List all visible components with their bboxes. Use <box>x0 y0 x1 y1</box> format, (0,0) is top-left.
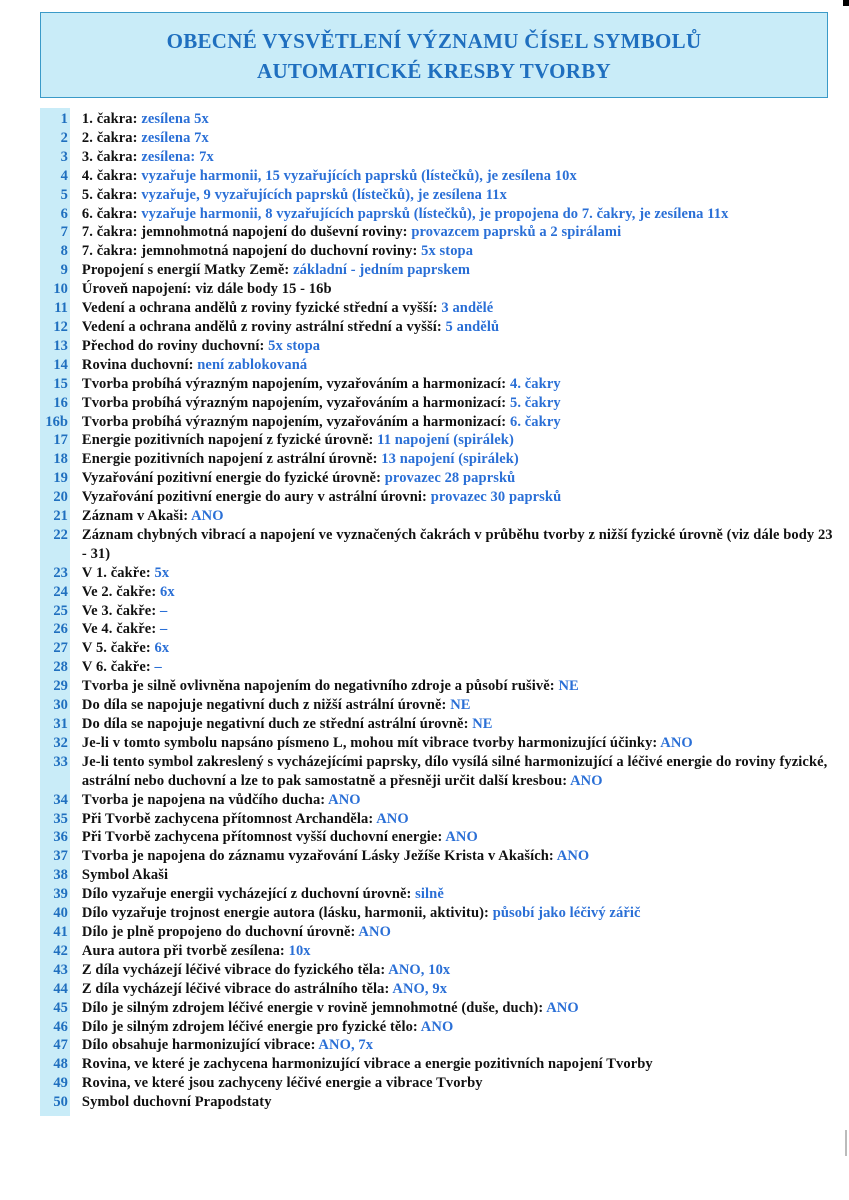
item-label: Je-li tento symbol zakreslený s vycházejícími paprsky, dílo vysílá silné harmonizující a léčivé energie do roviny fyzické, astrální nebo duchovní a lze to pak samostatně a přesněji určit další kresbou: <box>81 753 828 789</box>
item-value: ANO, 7x <box>318 1037 374 1054</box>
item-label: Energie pozitivních napojení z fyzické úrovně: <box>81 432 378 449</box>
list-item <box>40 620 840 639</box>
list-item <box>40 148 840 167</box>
item-number: 23 <box>53 564 68 581</box>
item-label: Vedení a ochrana andělů z roviny fyzické střední a vyšší: <box>81 300 442 317</box>
list-item <box>40 866 840 885</box>
item-value: silně <box>415 886 444 903</box>
item-value: 5. čakry <box>509 394 561 411</box>
item-text <box>70 431 840 450</box>
item-text <box>70 658 840 677</box>
list-item <box>40 1055 840 1074</box>
list-item <box>40 696 840 715</box>
item-label: Rovina, ve které je zachycena harmonizující vibrace a energie pozitivních napojení Tvorby <box>81 1056 653 1073</box>
list-item <box>40 450 840 469</box>
list-item <box>40 205 840 224</box>
list-item <box>40 885 840 904</box>
item-number: 30 <box>53 697 68 714</box>
item-label: Tvorba probíhá výrazným napojením, vyzařováním a harmonizací: <box>81 413 510 430</box>
item-text <box>70 847 840 866</box>
list-item <box>40 394 840 413</box>
list-item <box>40 261 840 280</box>
item-label: 7. čakra: jemnohmotná napojení do duševní roviny: <box>81 224 412 241</box>
item-text <box>70 904 840 923</box>
item-label: Ve 3. čakře: <box>81 602 160 619</box>
item-label: Tvorba je napojena na vůdčího ducha: <box>81 791 329 808</box>
list-item <box>40 942 840 961</box>
item-label: Symbol Akaši <box>81 867 169 884</box>
item-label: Ve 2. čakře: <box>81 583 160 600</box>
item-number: 45 <box>53 999 68 1016</box>
list-item <box>40 753 840 791</box>
item-text <box>70 639 840 658</box>
item-value: ANO <box>328 791 361 808</box>
item-text <box>70 375 840 394</box>
list-item <box>40 167 840 186</box>
item-label: 3. čakra: <box>81 148 142 165</box>
item-label: 7. čakra: jemnohmotná napojení do duchovní roviny: <box>81 243 422 260</box>
item-number: 20 <box>53 489 68 506</box>
item-number: 37 <box>53 848 68 865</box>
item-label: V 1. čakře: <box>81 564 155 581</box>
item-value: provazec 28 paprsků <box>384 470 516 487</box>
list-item <box>40 299 840 318</box>
item-label: 1. čakra: <box>81 111 142 127</box>
edge-mark <box>845 1130 847 1156</box>
item-label: Do díla se napojuje negativní duch ze střední astrální úrovně: <box>81 716 473 732</box>
item-text <box>70 961 840 980</box>
item-text <box>70 394 840 413</box>
item-text <box>70 186 840 205</box>
item-number: 43 <box>53 961 68 978</box>
item-text <box>70 280 840 299</box>
item-value: 3 andělé <box>441 300 494 317</box>
list-item <box>40 431 840 450</box>
item-label: Tvorba je silně ovlivněna napojením do negativního zdroje a působí rušivě: <box>81 678 559 695</box>
list-item <box>40 564 840 583</box>
item-number: 7 <box>60 224 68 241</box>
list-item <box>40 791 840 810</box>
item-value: 13 napojení (spirálek) <box>381 451 519 468</box>
item-label: Dílo je plně propojeno do duchovní úrovně: <box>81 923 359 940</box>
item-value: ANO, 10x <box>388 961 451 978</box>
corner-mark <box>843 0 849 6</box>
item-text <box>70 242 840 261</box>
list-item <box>40 280 840 299</box>
item-value: NE <box>558 678 579 695</box>
list-item <box>40 186 840 205</box>
item-label: Vedení a ochrana andělů z roviny astrální střední a vyšší: <box>81 318 446 335</box>
item-number: 47 <box>53 1037 68 1054</box>
list-item <box>40 356 840 375</box>
item-value: – <box>160 602 168 619</box>
item-value: 6x <box>160 583 175 600</box>
item-text <box>70 980 840 999</box>
item-number: 34 <box>53 791 68 808</box>
item-label: Dílo vyzařuje energii vycházející z duchovní úrovně: <box>81 886 416 903</box>
item-value: – <box>154 659 162 676</box>
list-item <box>40 413 840 432</box>
item-label: V 6. čakře: <box>81 659 155 676</box>
item-value: – <box>160 621 168 638</box>
item-value: zesílena: 7x <box>141 148 214 165</box>
item-label: 4. čakra: <box>81 167 142 184</box>
item-text <box>70 223 840 242</box>
item-text <box>70 999 840 1018</box>
item-label: Vyzařování pozitivní energie do aury v astrální úrovni: <box>81 489 431 506</box>
item-label: Tvorba probíhá výrazným napojením, vyzařováním a harmonizací: <box>81 394 510 411</box>
item-text <box>70 1018 840 1037</box>
item-value: základní - jedním paprskem <box>293 262 471 279</box>
item-text <box>70 148 840 167</box>
page-title-line-1: OBECNÉ VYSVĚTLENÍ VÝZNAMU ČÍSEL SYMBOLŮ <box>166 29 702 53</box>
item-number: 46 <box>53 1018 68 1035</box>
list-item <box>40 923 840 942</box>
item-text <box>70 450 840 469</box>
item-label: Přechod do roviny duchovní: <box>81 337 269 354</box>
item-text <box>70 488 840 507</box>
item-number: 41 <box>53 923 68 940</box>
item-number: 12 <box>53 318 68 335</box>
item-text <box>70 602 840 621</box>
item-label: Vyzařování pozitivní energie do fyzické úrovně: <box>81 470 385 487</box>
item-number: 25 <box>53 602 68 619</box>
list-item <box>40 828 840 847</box>
item-text <box>70 734 840 753</box>
item-text <box>70 923 840 942</box>
item-label: Dílo vyzařuje trojnost energie autora (lásku, harmonii, aktivitu): <box>81 905 493 922</box>
list-item <box>40 526 840 564</box>
list-item <box>40 677 840 696</box>
item-value: 5 andělů <box>445 318 500 335</box>
item-number: 49 <box>53 1075 68 1092</box>
list-item <box>40 375 840 394</box>
item-text <box>70 337 840 356</box>
item-label: Rovina, ve které jsou zachyceny léčivé energie a vibrace Tvorby <box>81 1075 483 1092</box>
item-label: Úroveň napojení: viz dále body 15 - 16b <box>81 281 332 298</box>
item-value: zesílena 7x <box>141 129 209 146</box>
item-number: 39 <box>53 886 68 903</box>
list-item <box>40 980 840 999</box>
item-label: Záznam chybných vibrací a napojení ve vyznačených čakrách v průběhu tvorby z nižší fyzické úrovně (viz dále body 23 - 31) <box>81 526 833 562</box>
item-text <box>70 413 840 432</box>
item-text <box>70 564 840 583</box>
item-label: Z díla vycházejí léčivé vibrace do astrálního těla: <box>81 980 393 997</box>
item-label: Symbol duchovní Prapodstaty <box>81 1094 272 1111</box>
item-label: Dílo je silným zdrojem léčivé energie v rovině jemnohmotné (duše, duch): <box>81 999 547 1016</box>
item-value: 6x <box>154 640 170 657</box>
item-label: Při Tvorbě zachycena přítomnost Archanděla: <box>81 810 377 827</box>
item-value: vyzařuje harmonii, 8 vyzařujících paprsků (lístečků), je propojena do 7. čakry, je zesílena 11x <box>141 205 729 222</box>
list-item <box>40 318 840 337</box>
item-value: 10x <box>288 942 311 959</box>
item-text <box>70 1093 840 1112</box>
item-number: 13 <box>53 337 68 354</box>
item-label: Do díla se napojuje negativní duch z nižší astrální úrovně: <box>81 697 451 714</box>
item-value: ANO <box>660 734 693 751</box>
item-text <box>70 828 840 847</box>
item-number: 27 <box>53 640 68 657</box>
item-label: Je-li v tomto symbolu napsáno písmeno L, mohou mít vibrace tvorby harmonizující účinky: <box>81 734 661 751</box>
item-text <box>70 583 840 602</box>
item-label: Dílo je silným zdrojem léčivé energie pro fyzické tělo: <box>81 1018 421 1035</box>
item-list <box>40 110 840 1112</box>
item-label: Ve 4. čakře: <box>81 621 160 638</box>
item-label: Propojení s energií Matky Země: <box>81 262 294 279</box>
item-value: 6. čakry <box>509 413 561 430</box>
item-value: NE <box>472 716 493 732</box>
item-text <box>70 677 840 696</box>
item-number: 28 <box>53 659 68 676</box>
item-number: 26 <box>53 621 68 638</box>
item-number: 44 <box>53 980 68 997</box>
list-item <box>40 999 840 1018</box>
item-label: Záznam v Akaši: <box>81 508 192 525</box>
item-number: 40 <box>53 905 68 922</box>
item-text <box>70 753 840 791</box>
item-label: Aura autora při tvorbě zesílena: <box>81 942 289 959</box>
list-item <box>40 1074 840 1093</box>
list-item <box>40 507 840 526</box>
item-text <box>70 1074 840 1093</box>
item-text <box>70 526 840 564</box>
item-value: ANO <box>191 508 224 525</box>
item-number: 21 <box>53 508 68 525</box>
item-text <box>70 261 840 280</box>
item-number: 36 <box>53 829 68 846</box>
item-text <box>70 866 840 885</box>
list-item <box>40 583 840 602</box>
item-number: 15 <box>53 375 68 392</box>
page-title-line-2: AUTOMATICKÉ KRESBY TVORBY <box>256 59 612 83</box>
item-number: 33 <box>53 753 68 770</box>
item-label: Dílo obsahuje harmonizující vibrace: <box>81 1037 319 1054</box>
item-number: 18 <box>53 451 68 468</box>
item-number: 3 <box>60 148 68 165</box>
item-value: provazcem paprsků a 2 spirálami <box>411 224 622 241</box>
item-label: Energie pozitivních napojení z astrální úrovně: <box>81 451 382 468</box>
list-item <box>40 602 840 621</box>
item-text <box>70 942 840 961</box>
item-text <box>70 507 840 526</box>
item-value: zesílena 5x <box>141 111 209 127</box>
item-number: 48 <box>53 1056 68 1073</box>
item-value: ANO, 9x <box>392 980 448 997</box>
item-value: NE <box>450 697 471 714</box>
item-text <box>70 1036 840 1055</box>
item-text <box>70 810 840 829</box>
item-value: vyzařuje harmonii, 15 vyzařujících paprsků (lístečků), je zesílena 10x <box>141 167 577 184</box>
item-label: Při Tvorbě zachycena přítomnost vyšší duchovní energie: <box>81 829 446 846</box>
item-number: 6 <box>60 205 68 222</box>
list-item <box>40 904 840 923</box>
item-number: 14 <box>53 356 68 373</box>
list-item <box>40 658 840 677</box>
item-number: 42 <box>53 942 68 959</box>
item-label: Tvorba je napojena do záznamu vyzařování Lásky Ježíše Krista v Akaších: <box>81 848 557 865</box>
item-value: 4. čakry <box>509 375 561 392</box>
list-item <box>40 242 840 261</box>
item-value: ANO <box>570 772 603 789</box>
list-item <box>40 488 840 507</box>
item-label: 6. čakra: <box>81 205 142 222</box>
item-number: 24 <box>53 583 68 600</box>
list-item <box>40 734 840 753</box>
item-value: ANO <box>546 999 579 1016</box>
item-value: působí jako léčivý zářič <box>492 905 641 922</box>
item-value: ANO <box>420 1018 454 1035</box>
item-label: 2. čakra: <box>81 129 142 146</box>
item-value: provazec 30 paprsků <box>430 489 562 506</box>
list-item <box>40 1018 840 1037</box>
list-item <box>40 129 840 148</box>
item-number: 8 <box>60 243 68 260</box>
item-text <box>70 715 840 734</box>
list-item <box>40 639 840 658</box>
item-number: 31 <box>53 716 68 732</box>
title-box <box>40 12 828 98</box>
list-item <box>40 961 840 980</box>
item-label: V 5. čakře: <box>81 640 155 657</box>
item-number: 5 <box>60 186 68 203</box>
item-number: 50 <box>53 1094 68 1111</box>
item-value: vyzařuje, 9 vyzařujících paprsků (lístečků), je zesílena 11x <box>141 186 507 203</box>
item-value: není zablokovaná <box>197 356 308 373</box>
item-label: Rovina duchovní: <box>81 356 198 373</box>
item-number: 2 <box>60 129 68 146</box>
list-item <box>40 223 840 242</box>
item-number: 10 <box>53 281 68 298</box>
item-number: 22 <box>53 526 68 543</box>
item-number: 35 <box>53 810 68 827</box>
item-value: 5x stopa <box>421 243 474 260</box>
item-value: 11 napojení (spirálek) <box>377 432 514 449</box>
item-text <box>70 299 840 318</box>
item-value: ANO <box>556 848 590 865</box>
item-number: 38 <box>53 867 68 884</box>
item-value: 5x stopa <box>268 337 321 354</box>
item-number: 9 <box>60 262 68 279</box>
item-label: Tvorba probíhá výrazným napojením, vyzařováním a harmonizací: <box>81 375 510 392</box>
item-number: 29 <box>53 678 68 695</box>
list-item <box>40 110 840 129</box>
list-item <box>40 337 840 356</box>
list-item <box>40 1036 840 1055</box>
item-text <box>70 110 840 129</box>
item-value: ANO <box>376 810 409 827</box>
item-text <box>70 205 840 224</box>
item-number: 32 <box>53 734 68 751</box>
item-text <box>70 1055 840 1074</box>
list-item <box>40 715 840 734</box>
item-text <box>70 696 840 715</box>
list-item <box>40 847 840 866</box>
item-number: 16b <box>45 413 68 430</box>
item-text <box>70 620 840 639</box>
list-item <box>40 1093 840 1112</box>
item-text <box>70 356 840 375</box>
item-label: 5. čakra: <box>81 186 142 203</box>
item-text <box>70 167 840 186</box>
item-value: 5x <box>154 564 170 581</box>
item-value: ANO <box>358 923 391 940</box>
item-number: 19 <box>53 470 68 487</box>
list-item <box>40 469 840 488</box>
item-number: 11 <box>54 300 68 317</box>
item-number: 17 <box>53 432 68 449</box>
item-text <box>70 129 840 148</box>
item-number: 4 <box>60 167 68 184</box>
item-text <box>70 885 840 904</box>
item-value: ANO <box>445 829 478 846</box>
item-text <box>70 469 840 488</box>
item-number: 16 <box>53 394 68 411</box>
item-label: Z díla vycházejí léčivé vibrace do fyzického těla: <box>81 961 389 978</box>
item-text <box>70 318 840 337</box>
list-item <box>40 810 840 829</box>
item-text <box>70 791 840 810</box>
item-number: 1 <box>60 111 68 127</box>
